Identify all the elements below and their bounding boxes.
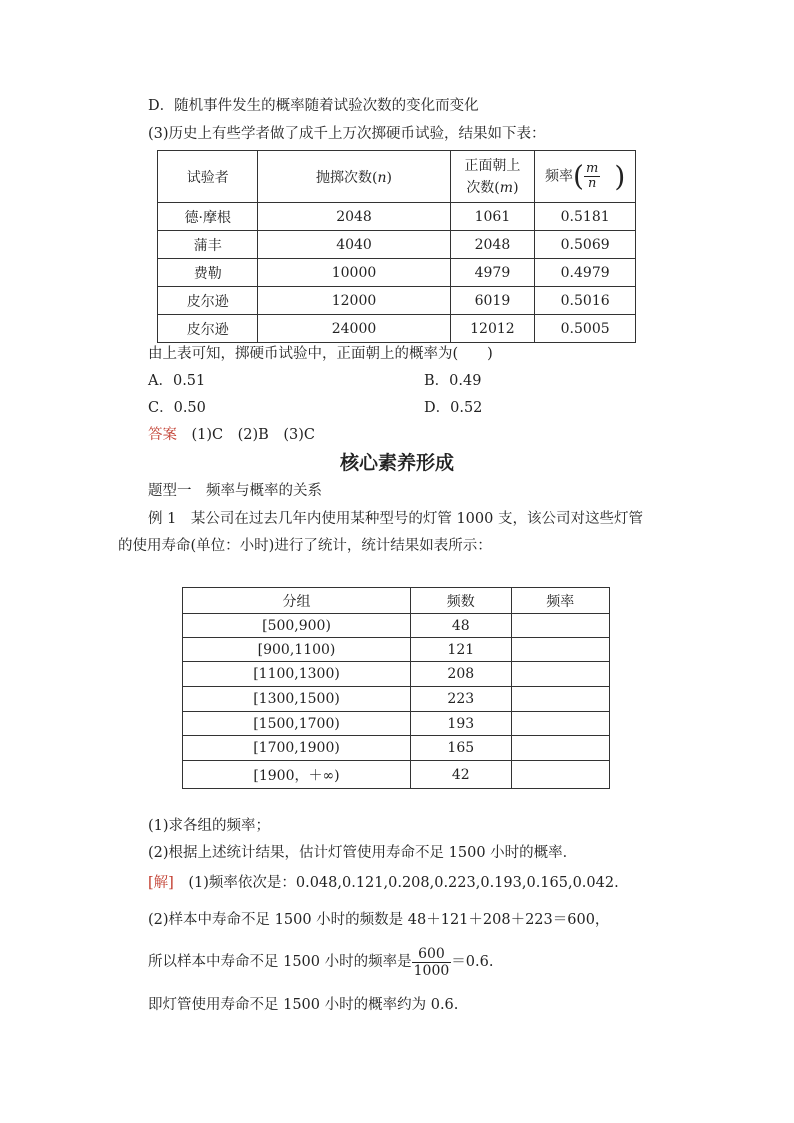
table-row [183,736,610,761]
header-frequency: 频率 [511,588,609,614]
example1-line1: 例 1 某公司在过去几年内使用某种型号的灯管 1000 支，该公司对这些灯管 [148,511,643,527]
cell-frequency-empty[interactable] [511,662,609,687]
solution-line1: [解] (1)频率依次是：0.048,0.121,0.208,0.223,0.193,0.165,0.042. [148,875,619,891]
solution-line2: (2)样本中寿命不足 1500 小时的频数是 48＋121＋208＋223＝600， [148,912,610,928]
option-a: A．0.51 [148,373,206,389]
cell-frequency-empty[interactable] [511,736,609,761]
header-count: 频数 [411,588,512,614]
cell-toss: 24000 [258,315,450,343]
table-row [158,203,636,231]
table-row [183,761,610,789]
cell-group: [1500,1700) [183,712,411,736]
solution-label: [解] [148,875,174,891]
cell-group: [1300,1500) [183,687,411,712]
coin-toss-table [157,150,636,343]
option-c: C．0.50 [148,400,206,416]
cell-count: 48 [411,614,512,638]
cell-group: [900,1100) [183,638,411,662]
solution-line4: 即灯管使用寿命不足 1500 小时的概率约为 0.6. [148,997,459,1013]
table-row [183,638,610,662]
answer-text: (1)C (2)B (3)C [191,427,315,443]
cell-frequency-empty[interactable] [511,687,609,712]
question-3-stem: 由上表可知，掷硬币试验中，正面朝上的概率为( ) [148,346,493,362]
cell-count: 208 [411,662,512,687]
cell-count: 165 [411,736,512,761]
table-header-row [158,151,636,203]
cell-toss: 2048 [258,203,450,231]
table-row [183,712,610,736]
cell-frequency: 0.5005 [535,315,636,343]
lamp-life-table [182,587,610,789]
header-group: 分组 [183,588,411,614]
cell-heads: 6019 [450,287,535,315]
table-row [158,315,636,343]
cell-group: [1900，＋∞) [183,761,411,789]
cell-frequency: 0.5069 [535,231,636,259]
table-row [183,614,610,638]
table-row [158,287,636,315]
solution-line3: 所以样本中寿命不足 1500 小时的频率是 $\frac{600}{1000}$ ＝0.6. [148,945,494,979]
cell-frequency-empty[interactable] [511,712,609,736]
cell-heads: 2048 [450,231,535,259]
cell-heads: 4979 [450,259,535,287]
cell-frequency: 0.4979 [535,259,636,287]
cell-group: [1100,1300) [183,662,411,687]
option-d: D．0.52 [424,400,483,416]
sub-question-1: (1)求各组的频率； [148,818,271,834]
cell-heads: 1061 [450,203,535,231]
cell-name: 皮尔逊 [158,315,258,343]
cell-heads: 12012 [450,315,535,343]
header-toss-count: 抛掷次数(n) [258,151,450,203]
option-d-text: D．随机事件发生的概率随着试验次数的变化而变化 [148,98,479,114]
cell-frequency-empty[interactable] [511,761,609,789]
answer-line [148,425,315,445]
cell-toss: 10000 [258,259,450,287]
cell-frequency: 0.5181 [535,203,636,231]
cell-name: 费勒 [158,259,258,287]
cell-group: [1700,1900) [183,736,411,761]
cell-count: 121 [411,638,512,662]
section-title: 核心素养形成 [339,452,454,474]
cell-toss: 12000 [258,287,450,315]
question-3-intro: (3)历史上有些学者做了成千上万次掷硬币试验，结果如下表： [148,126,546,142]
cell-count: 223 [411,687,512,712]
cell-name: 德·摩根 [158,203,258,231]
table-header-row [183,588,610,614]
header-heads-count: 正面朝上 次数(m) [450,151,535,203]
cell-frequency-empty[interactable] [511,614,609,638]
cell-frequency-empty[interactable] [511,638,609,662]
frequency-fraction: $\frac{m}{n}$ [585,161,599,191]
cell-name: 皮尔逊 [158,287,258,315]
table-row [158,231,636,259]
header-experimenter: 试验者 [158,151,258,203]
cell-frequency: 0.5016 [535,287,636,315]
type1-title: 题型一 频率与概率的关系 [148,483,322,499]
cell-count: 42 [411,761,512,789]
table-row [183,662,610,687]
example1-line2: 的使用寿命(单位：小时)进行了统计，统计结果如表所示： [118,538,492,554]
sub-question-2: (2)根据上述统计结果，估计灯管使用寿命不足 1500 小时的概率． [148,845,578,861]
cell-toss: 4040 [258,231,450,259]
header-frequency: 频率( $\frac{m}{n}$ ) [535,151,636,203]
table-row [183,687,610,712]
cell-name: 蒲丰 [158,231,258,259]
answer-label: 答案 [148,427,177,443]
cell-group: [500,900) [183,614,411,638]
cell-count: 193 [411,712,512,736]
option-b: B．0.49 [424,373,482,389]
solution-fraction: $\frac{600}{1000}$ [413,945,450,979]
table-row [158,259,636,287]
